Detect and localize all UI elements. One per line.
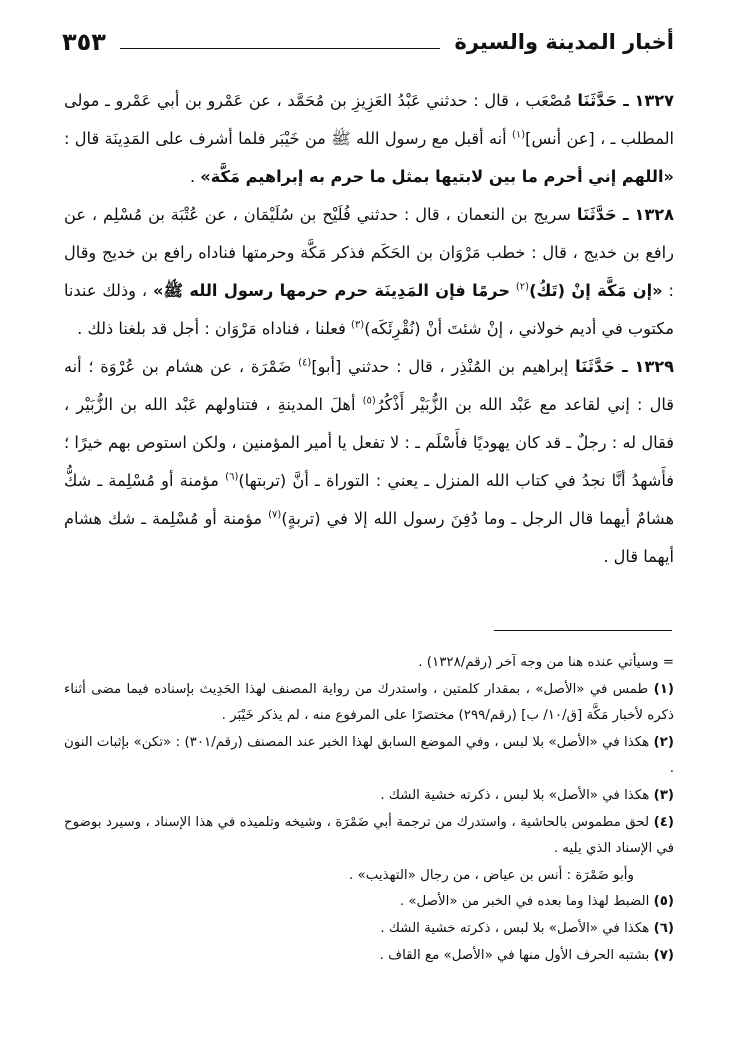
hadith-text: مُصْعَب ، قال : حدثني عَبْدُ العَزِيزِ بن مُحَمَّد ، عن عَمْرو بن أبي عَمْرو ـ مولى المطلب ـ ، [عن أنس] <box>64 91 674 148</box>
footnote-ref: (٧) <box>268 509 282 521</box>
hadith-lead: حَدَّثَنَا <box>577 91 618 110</box>
hadith-text: إبراهيم بن المُنْذِر ، قال : حدثني [أبو] <box>311 357 569 376</box>
footnote-number: (٢) <box>653 734 674 750</box>
footnote-4-continuation <box>64 863 674 890</box>
page-header <box>62 22 674 62</box>
hadith-text: مؤمنة أو مُسْلِمة ـ شك هشام أيهما قال . <box>64 509 674 566</box>
footnote-continuation <box>64 650 674 677</box>
paragraph-1327: ١٣٢٧ ـ حَدَّثَنَا مُصْعَب ، قال : حدثني عَبْدُ العَزِيزِ بن مُحَمَّد ، عن عَمْرو بن أبي عَمْرو ـ مولى المطلب ـ ، [عن أنس]$^{(١)}$ أنه أقبل مع رسول الله ﷺ من خَيْبَر فلما أشرف على المَدِينَة قال : «اللهم إني أحرم ما بين لابتيها بمثل ما حرم به إبراهيم مَكَّة» . <box>64 91 674 186</box>
footnote-text: الضبط لهذا وما بعده في الخبر من «الأصل» . <box>399 894 650 910</box>
footnote-text: طمس في «الأصل» ، بمقدار كلمتين ، واستدرك من رواية المصنف لهذا الحَدِيث بإسناده فيما مضى أثناء ذكره لأخبار مَكَّة [ق/١٠/ ب] (رقم/٢٩٩) مختصرًا على المرفوع منه ، لم يذكر خَيْبَر . <box>64 681 674 724</box>
paragraph-1329: ١٣٢٩ ـ حَدَّثَنَا إبراهيم بن المُنْذِر ، قال : حدثني [أبو]$^{(٤)}$ ضَمْرَة ، عن هشام بن عُرْوَة ؛ أنه قال : إني لقاعد مع عَبْد الله بن الزُّبَيْر أَذْكُرُ$^{(٥)}$ أهلَ المدينةِ ، فتناولهم عَبْد الله بن الزُّبَيْر ، فقال له : رجلٌ ـ قد كان يهوديًا فأَسْلَم ـ : لا تفعل يا أمير المؤمنين ، ولكن استوص بهم خيرًا ؛ فأَشهدُ أنَّا نجدُ في كتاب الله المنزل ـ يعني : التوراة ـ أنَّ (تربتها)$^{(٦)}$ مؤمنة أو مُسْلِمة ـ شكُّ هشامٌ أيهما قال الرجل ـ وما دُفِنَ رسول الله إلا في (تربةٍ)$^{(٧)}$ مؤمنة أو مُسْلِمة ـ شك هشام أيهما قال . <box>64 357 674 566</box>
hadith-number: ١٣٢٧ <box>634 91 674 110</box>
footnote-text: هكذا في «الأصل» بلا لبس ، ذكرته خشية الشك . <box>380 787 650 803</box>
hadith-text: مؤمنة أو مُسْلِمة ـ شكُّ هشامٌ أيهما قال الرجل ـ وما دُفِنَ رسول الله إلا في (تربةٍ) <box>64 471 674 528</box>
footnote-text: بشتبه الحرف الأول منها في «الأصل» مع القاف . <box>379 947 650 963</box>
hadith-text: ، وذلك عندنا مكتوب في أديم خولاني ، إنْ شئتَ أنْ (نُقْرِئَكَه) <box>64 281 674 338</box>
hadith-quote: حرمًا فإن المَدِينَة حرم حرمها رسول الله ﷺ» <box>153 281 510 300</box>
hadith-text: أنه أقبل مع رسول الله ﷺ من خَيْبَر فلما أشرف على المَدِينَة قال : <box>64 129 507 148</box>
footnote-ref: (٥) <box>362 395 376 407</box>
footnote-separator <box>494 630 672 631</box>
footnote-number: (٦) <box>653 920 674 936</box>
footnote-6 <box>64 916 674 943</box>
footnote-4 <box>64 810 674 863</box>
footnote-5 <box>64 889 674 916</box>
footnote-number: (٣) <box>653 787 674 803</box>
footnote-text: هكذا في «الأصل» بلا لبس ، ذكرته خشية الشك . <box>380 920 650 936</box>
footnote-ref: (١) <box>511 129 526 141</box>
footnote-3 <box>64 783 674 810</box>
footnote-ref: (٦) <box>225 471 239 483</box>
running-title: أخبار المدينة والسيرة <box>454 30 674 54</box>
hadith-number: ١٣٢٩ <box>634 357 674 376</box>
main-text <box>64 82 674 576</box>
hadith-quote: «اللهم إني أحرم ما بين لابتيها بمثل ما حرم به إبراهيم مَكَّة» <box>200 167 674 186</box>
footnote-7 <box>64 943 674 970</box>
footnotes <box>64 650 674 969</box>
hadith-text: فعلنا ، فناداه مَرْوَان : أجل قد بلغنا ذلك . <box>77 319 346 338</box>
footnote-number: (٧) <box>653 947 674 963</box>
footnote-text: لحق مطموس بالحاشية ، واستدرك من ترجمة أبي ضَمْرَة ، وشيخه وتلميذه في هذا الإسناد ، وسيرد بوضوح في الإسناد الذي يليه . <box>64 814 674 857</box>
hadith-text: ضَمْرَة ، عن هشام بن عُرْوَة ؛ أنه قال : إني لقاعد مع عَبْد الله بن الزُّبَيْر أَذْكُرُ <box>64 357 674 414</box>
hadith-lead: حَدَّثَنَا <box>576 205 617 224</box>
footnote-text: هكذا في «الأصل» بلا لبس ، وفي الموضع السابق لهذا الخبر عند المصنف (رقم/٣٠١) : «تكن» بإثبات النون . <box>64 734 674 777</box>
footnote-2 <box>64 730 674 783</box>
hadith-number: ١٣٢٨ <box>634 205 674 224</box>
hadith-quote: «إن مَكَّة إنْ (تَكُ) <box>529 281 663 300</box>
hadith-text: . <box>189 167 196 186</box>
page-number: ٣٥٣ <box>62 28 106 56</box>
footnote-ref: (٤) <box>298 357 312 369</box>
footnote-ref: (٢) <box>515 281 530 293</box>
footnote-number: (٤) <box>653 814 674 830</box>
hadith-lead: حَدَّثَنَا <box>575 357 615 376</box>
footnote-number: (١) <box>653 681 674 697</box>
footnote-1 <box>64 677 674 730</box>
hadith-text: أهلَ المدينةِ ، فتناولهم عَبْد الله بن الزُّبَيْر ، فقال له : رجلٌ ـ قد كان يهوديًا فأَسْلَم ـ : لا تفعل يا أمير المؤمنين ، ولكن استوص بهم خيرًا ؛ فأَشهدُ أنَّا نجدُ في كتاب الله المنزل ـ يعني : التوراة ـ أنَّ (تربتها) <box>64 395 674 490</box>
footnote-number: (٥) <box>653 894 674 910</box>
paragraph-1328: ١٣٢٨ ـ حَدَّثَنَا سريج بن النعمان ، قال : حدثني فُلَيْح بن سُلَيْمَان ، عن عُتْبَة بن مُسْلِم ، عن رافع بن خديج ، قال : خطب مَرْوَان بن الحَكَم فذكر مَكَّة وحرمتها فناداه رافع بن خديج وقال : «إن مَكَّة إنْ (تَكُ)$^{(٢)}$ حرمًا فإن المَدِينَة حرم حرمها رسول الله ﷺ» ، وذلك عندنا مكتوب في أديم خولاني ، إنْ شئتَ أنْ (نُقْرِئَكَه)$^{(٣)}$ فعلنا ، فناداه مَرْوَان : أجل قد بلغنا ذلك . <box>64 205 674 338</box>
footnote-text: = وسيأتي عنده هنا من وجه آخر (رقم/١٣٢٨) . <box>418 655 674 670</box>
footnote-text: وأبو ضَمْرَة : أنس بن عياض ، من رجال «التهذيب» . <box>349 867 634 883</box>
header-rule <box>120 48 441 49</box>
footnote-ref: (٣) <box>351 319 365 331</box>
hadith-text: سريج بن النعمان ، قال : حدثني فُلَيْح بن سُلَيْمَان ، عن عُتْبَة بن مُسْلِم ، عن رافع بن خديج ، قال : خطب مَرْوَان بن الحَكَم فذكر مَكَّة وحرمتها فناداه رافع بن خديج وقال : <box>64 205 674 300</box>
